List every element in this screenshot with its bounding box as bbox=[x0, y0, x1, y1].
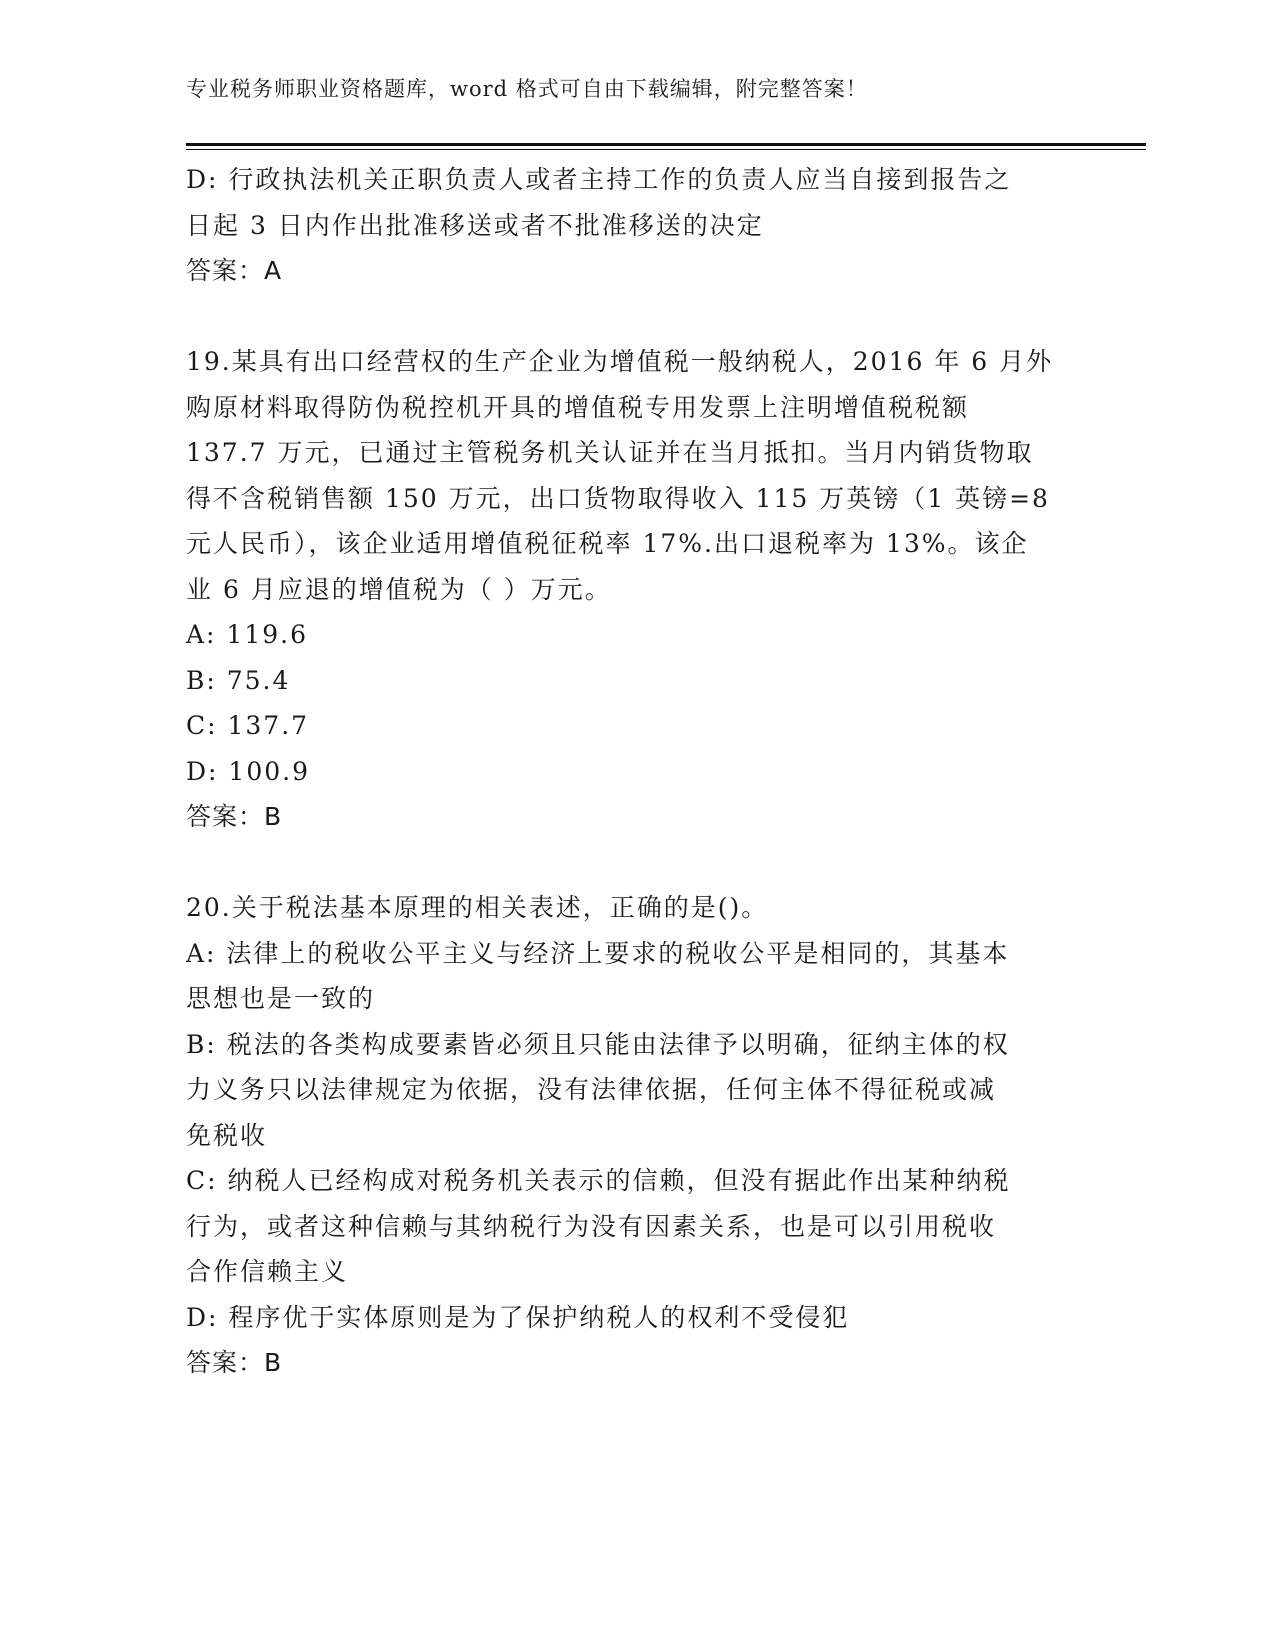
q20-stem: 20.关于税法基本原理的相关表述，正确的是()。 bbox=[186, 893, 769, 922]
q20-option-a bbox=[186, 931, 1076, 1022]
q19-option-c: C: 137.7 bbox=[186, 711, 310, 740]
q20-option-c-line: 行为，或者这种信赖与其纳税行为没有因素关系，也是可以引用税收 bbox=[186, 1211, 997, 1241]
q20-option-a-line: 思想也是一致的 bbox=[186, 984, 376, 1013]
q20-option-b-line: B: 税法的各类构成要素皆必须且只能由法律予以明确，征纳主体的权 bbox=[186, 1029, 1010, 1059]
q19-stem-line: 得不含税销售额 150 万元，出口货物取得收入 115 万英镑（1 英镑=8 bbox=[186, 483, 1050, 513]
q19-answer: 答案：B bbox=[186, 802, 283, 831]
q20-option-b-line: 免税收 bbox=[186, 1120, 268, 1150]
q19-stem-line: 19.某具有出口经营权的生产企业为增值税一般纳税人，2016 年 6 月外 bbox=[186, 347, 1054, 376]
page-header: 专业税务师职业资格题库，word 格式可自由下载编辑，附完整答案！ bbox=[186, 77, 868, 101]
q18-option-d-line: 日起 3 日内作出批准移送或者不批准移送的决定 bbox=[186, 210, 764, 240]
q18-option-d bbox=[186, 157, 1076, 248]
q19-stem-line: 业 6 月应退的增值税为（ ）万元。 bbox=[186, 574, 612, 604]
q19-stem-line: 元人民币），该企业适用增值税征税率 17%.出口退税率为 13%。该企 bbox=[186, 529, 1029, 558]
q20-option-c-line: C: 纳税人已经构成对税务机关表示的信赖，但没有据此作出某种纳税 bbox=[186, 1166, 1011, 1195]
question-content bbox=[186, 157, 1076, 1386]
q19-option-d: D: 100.9 bbox=[186, 756, 310, 786]
q20-option-c-line: 合作信赖主义 bbox=[186, 1257, 349, 1286]
spacer bbox=[186, 840, 1076, 886]
q19-stem-line: 购原材料取得防伪税控机开具的增值税专用发票上注明增值税税额 bbox=[186, 392, 970, 422]
header-rule-thin bbox=[186, 149, 1146, 150]
q19-option-b: B: 75.4 bbox=[186, 665, 291, 695]
q19-stem-line: 137.7 万元，已通过主管税务机关认证并在当月抵扣。当月内销货物取 bbox=[186, 438, 1034, 467]
q20-option-c bbox=[186, 1158, 1076, 1295]
q20-answer: 答案：B bbox=[186, 1348, 283, 1377]
spacer bbox=[186, 294, 1076, 340]
q19-stem bbox=[186, 339, 1076, 612]
q18-option-d-line: D: 行政执法机关正职负责人或者主持工作的负责人应当自接到报告之 bbox=[186, 165, 1012, 194]
q19-option-a: A: 119.6 bbox=[186, 620, 308, 649]
header-rule-thick bbox=[186, 143, 1146, 146]
q20-option-b-line: 力义务只以法律规定为依据，没有法律依据，任何主体不得征税或减 bbox=[186, 1075, 997, 1104]
q20-option-b bbox=[186, 1022, 1076, 1159]
q20-option-a-line: A: 法律上的税收公平主义与经济上要求的税收公平是相同的，其基本 bbox=[186, 938, 1010, 968]
q20-option-d: D: 程序优于实体原则是为了保护纳税人的权利不受侵犯 bbox=[186, 1302, 850, 1332]
q18-answer: 答案：A bbox=[186, 256, 283, 285]
